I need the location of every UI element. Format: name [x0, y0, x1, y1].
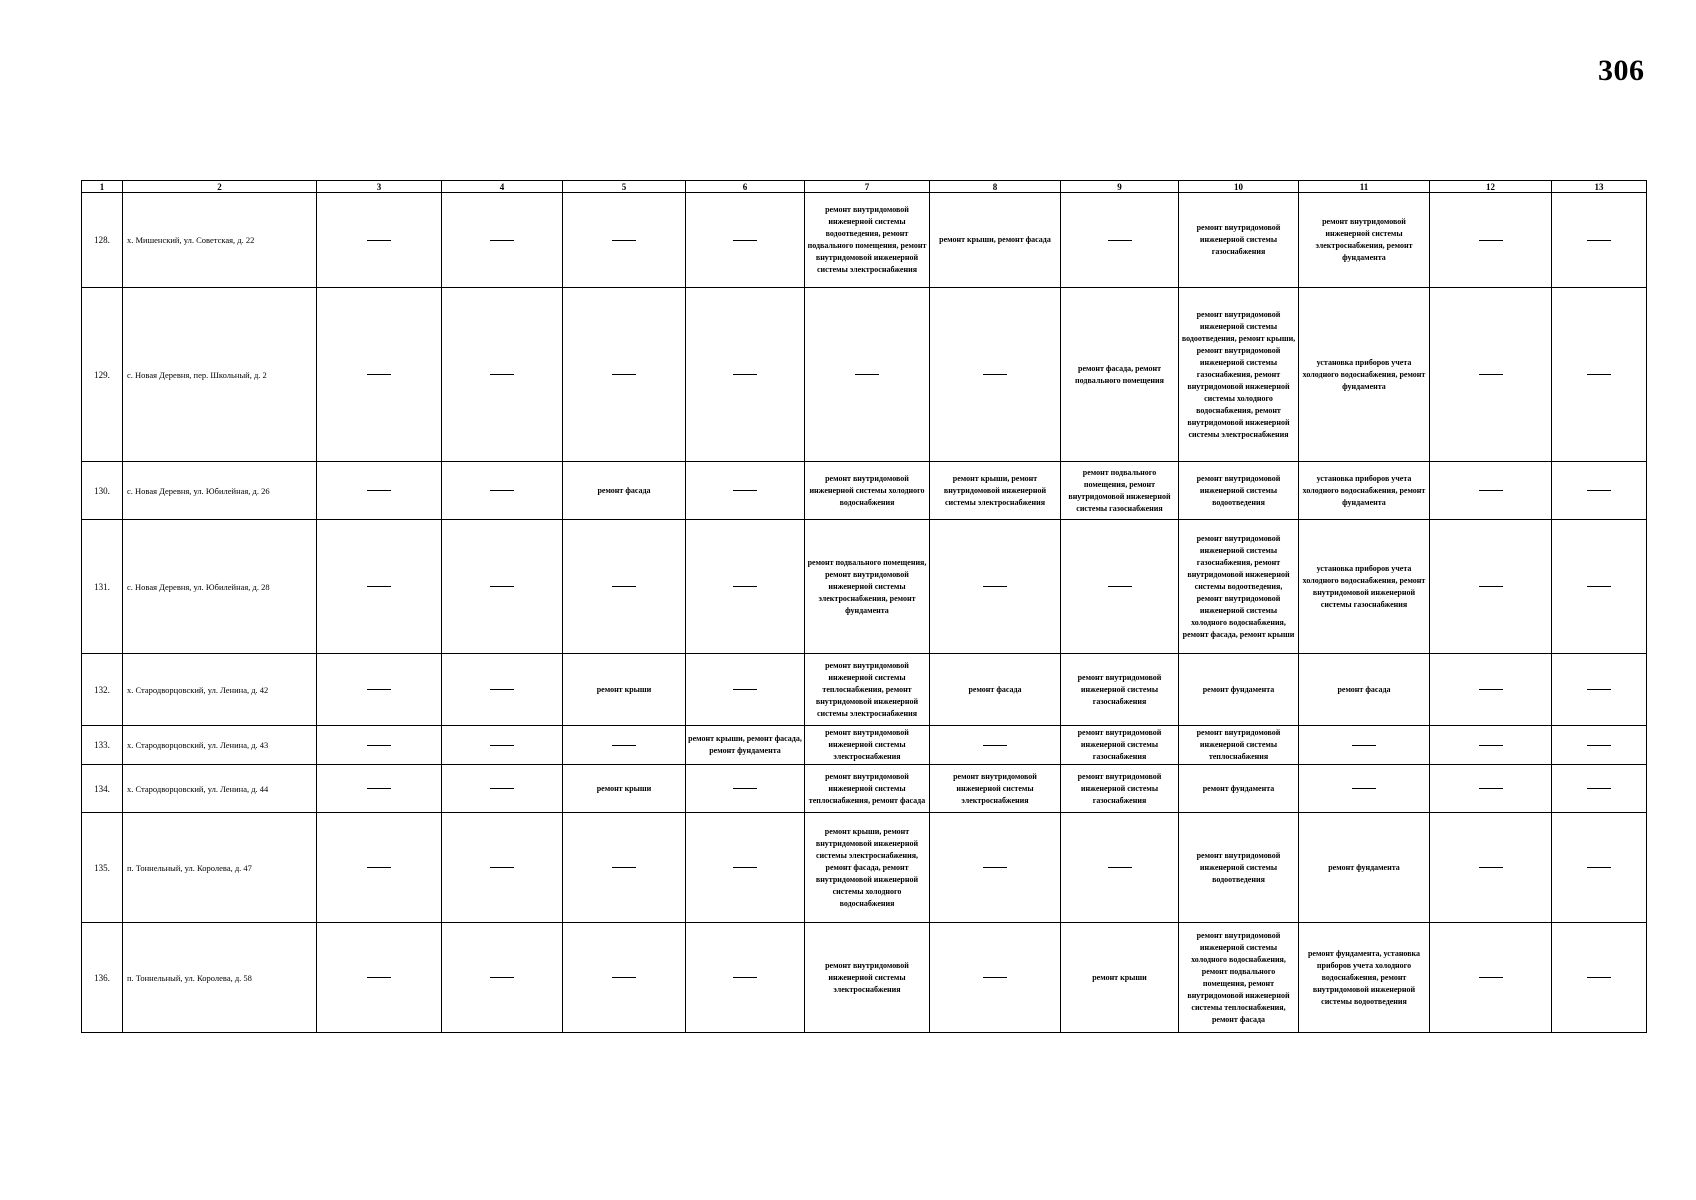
work-cell-col-3 — [317, 765, 442, 813]
column-number-8: 8 — [930, 181, 1061, 193]
address-cell: п. Тоннельный, ул. Королева, д. 47 — [123, 813, 317, 923]
empty-dash — [612, 745, 636, 746]
column-number-9: 9 — [1061, 181, 1179, 193]
work-cell-col-13 — [1552, 726, 1647, 765]
work-cell-col-4 — [442, 726, 563, 765]
empty-dash — [367, 240, 391, 241]
work-cell-col-7: ремонт внутридомовой инженерной системы электроснабжения — [805, 726, 930, 765]
work-cell-col-9 — [1061, 193, 1179, 288]
empty-dash — [490, 586, 514, 587]
work-cell-col-5 — [563, 288, 686, 462]
work-cell-col-3 — [317, 193, 442, 288]
work-cell-col-11: установка приборов учета холодного водоснабжения, ремонт фундамента — [1299, 288, 1430, 462]
work-cell-col-7: ремонт внутридомовой инженерной системы теплоснабжения, ремонт внутридомовой инженерной системы электроснабжения — [805, 654, 930, 726]
empty-dash — [612, 867, 636, 868]
table-row — [82, 288, 1647, 462]
work-cell-col-11: ремонт фундамента — [1299, 813, 1430, 923]
work-cell-col-12 — [1430, 923, 1552, 1033]
work-cell-col-9: ремонт фасада, ремонт подвального помещения — [1061, 288, 1179, 462]
empty-dash — [490, 745, 514, 746]
work-cell-col-5 — [563, 813, 686, 923]
empty-dash — [1479, 374, 1503, 375]
work-cell-col-12 — [1430, 765, 1552, 813]
empty-dash — [1479, 788, 1503, 789]
empty-dash — [367, 788, 391, 789]
work-cell-col-3 — [317, 726, 442, 765]
work-cell-col-12 — [1430, 813, 1552, 923]
empty-dash — [983, 977, 1007, 978]
work-cell-col-11: установка приборов учета холодного водоснабжения, ремонт фундамента — [1299, 462, 1430, 520]
row-number: 133. — [82, 726, 123, 765]
table-row — [82, 520, 1647, 654]
work-cell-col-7: ремонт внутридомовой инженерной системы электроснабжения — [805, 923, 930, 1033]
work-cell-col-6 — [686, 193, 805, 288]
work-cell-col-8: ремонт крыши, ремонт внутридомовой инженерной системы электроснабжения — [930, 462, 1061, 520]
work-cell-col-12 — [1430, 288, 1552, 462]
work-cell-col-8 — [930, 813, 1061, 923]
work-cell-col-4 — [442, 193, 563, 288]
work-cell-col-12 — [1430, 462, 1552, 520]
empty-dash — [983, 586, 1007, 587]
empty-dash — [1587, 490, 1611, 491]
column-number-2: 2 — [123, 181, 317, 193]
work-cell-col-8 — [930, 288, 1061, 462]
work-cell-col-4 — [442, 654, 563, 726]
column-number-3: 3 — [317, 181, 442, 193]
work-cell-col-4 — [442, 765, 563, 813]
empty-dash — [367, 977, 391, 978]
work-cell-col-11: установка приборов учета холодного водоснабжения, ремонт внутридомовой инженерной системы газоснабжения — [1299, 520, 1430, 654]
empty-dash — [1587, 867, 1611, 868]
work-cell-col-4 — [442, 813, 563, 923]
empty-dash — [367, 867, 391, 868]
address-cell: х. Стародворцовский, ул. Ленина, д. 43 — [123, 726, 317, 765]
table-row — [82, 923, 1647, 1033]
empty-dash — [1587, 977, 1611, 978]
empty-dash — [733, 586, 757, 587]
work-cell-col-9 — [1061, 813, 1179, 923]
work-cell-col-3 — [317, 462, 442, 520]
work-cell-col-5 — [563, 923, 686, 1033]
work-cell-col-8 — [930, 923, 1061, 1033]
work-cell-col-10: ремонт внутридомовой инженерной системы холодного водоснабжения, ремонт подвального помещения, ремонт внутридомовой инженерной системы теплоснабжения, ремонт фасада — [1179, 923, 1299, 1033]
work-cell-col-7: ремонт внутридомовой инженерной системы холодного водоснабжения — [805, 462, 930, 520]
address-cell: п. Тоннельный, ул. Королева, д. 58 — [123, 923, 317, 1033]
table-row — [82, 654, 1647, 726]
empty-dash — [1479, 586, 1503, 587]
work-cell-col-6 — [686, 765, 805, 813]
work-cell-col-7: ремонт внутридомовой инженерной системы теплоснабжения, ремонт фасада — [805, 765, 930, 813]
work-cell-col-6 — [686, 923, 805, 1033]
empty-dash — [983, 745, 1007, 746]
work-cell-col-4 — [442, 520, 563, 654]
work-cell-col-4 — [442, 462, 563, 520]
work-cell-col-12 — [1430, 726, 1552, 765]
work-cell-col-6 — [686, 654, 805, 726]
row-number: 132. — [82, 654, 123, 726]
work-cell-col-11: ремонт фундамента, установка приборов учета холодного водоснабжения, ремонт внутридомовой инженерной системы водоотведения — [1299, 923, 1430, 1033]
row-number: 134. — [82, 765, 123, 813]
empty-dash — [855, 374, 879, 375]
empty-dash — [1479, 240, 1503, 241]
work-cell-col-5 — [563, 520, 686, 654]
empty-dash — [490, 867, 514, 868]
work-cell-col-10: ремонт фундамента — [1179, 654, 1299, 726]
empty-dash — [1587, 586, 1611, 587]
work-cell-col-10: ремонт внутридомовой инженерной системы водоотведения — [1179, 462, 1299, 520]
empty-dash — [367, 745, 391, 746]
page-number: 306 — [1598, 54, 1645, 87]
work-cell-col-13 — [1552, 520, 1647, 654]
empty-dash — [490, 374, 514, 375]
row-number: 130. — [82, 462, 123, 520]
empty-dash — [1479, 977, 1503, 978]
empty-dash — [367, 374, 391, 375]
row-number: 135. — [82, 813, 123, 923]
empty-dash — [733, 867, 757, 868]
work-cell-col-3 — [317, 923, 442, 1033]
column-number-row — [82, 181, 1647, 193]
work-cell-col-10: ремонт внутридомовой инженерной системы газоснабжения — [1179, 193, 1299, 288]
repair-plan-table — [81, 180, 1647, 1033]
work-cell-col-8 — [930, 726, 1061, 765]
empty-dash — [490, 977, 514, 978]
empty-dash — [490, 689, 514, 690]
empty-dash — [983, 867, 1007, 868]
work-cell-col-10: ремонт фундамента — [1179, 765, 1299, 813]
table-row — [82, 462, 1647, 520]
work-cell-col-13 — [1552, 765, 1647, 813]
work-cell-col-9 — [1061, 520, 1179, 654]
work-cell-col-8: ремонт фасада — [930, 654, 1061, 726]
work-cell-col-6 — [686, 813, 805, 923]
address-cell: с. Новая Деревня, пер. Школьный, д. 2 — [123, 288, 317, 462]
empty-dash — [1479, 689, 1503, 690]
empty-dash — [1479, 490, 1503, 491]
work-cell-col-13 — [1552, 813, 1647, 923]
work-cell-col-13 — [1552, 193, 1647, 288]
column-number-6: 6 — [686, 181, 805, 193]
work-cell-col-9: ремонт крыши — [1061, 923, 1179, 1033]
work-cell-col-12 — [1430, 193, 1552, 288]
empty-dash — [1479, 867, 1503, 868]
empty-dash — [1108, 240, 1132, 241]
address-cell: с. Новая Деревня, ул. Юбилейная, д. 28 — [123, 520, 317, 654]
work-cell-col-9: ремонт внутридомовой инженерной системы газоснабжения — [1061, 654, 1179, 726]
column-number-11: 11 — [1299, 181, 1430, 193]
column-number-4: 4 — [442, 181, 563, 193]
empty-dash — [733, 374, 757, 375]
empty-dash — [367, 490, 391, 491]
empty-dash — [367, 586, 391, 587]
work-cell-col-5: ремонт фасада — [563, 462, 686, 520]
work-cell-col-5 — [563, 726, 686, 765]
work-cell-col-5: ремонт крыши — [563, 654, 686, 726]
column-number-1: 1 — [82, 181, 123, 193]
empty-dash — [612, 374, 636, 375]
empty-dash — [733, 240, 757, 241]
empty-dash — [733, 689, 757, 690]
work-cell-col-3 — [317, 654, 442, 726]
work-cell-col-10: ремонт внутридомовой инженерной системы водоотведения — [1179, 813, 1299, 923]
work-cell-col-11 — [1299, 726, 1430, 765]
work-cell-col-4 — [442, 288, 563, 462]
row-number: 129. — [82, 288, 123, 462]
work-cell-col-8: ремонт крыши, ремонт фасада — [930, 193, 1061, 288]
empty-dash — [367, 689, 391, 690]
column-number-5: 5 — [563, 181, 686, 193]
work-cell-col-13 — [1552, 923, 1647, 1033]
empty-dash — [1352, 788, 1376, 789]
empty-dash — [1479, 745, 1503, 746]
work-cell-col-9: ремонт внутридомовой инженерной системы газоснабжения — [1061, 765, 1179, 813]
row-number: 136. — [82, 923, 123, 1033]
empty-dash — [490, 788, 514, 789]
empty-dash — [1352, 745, 1376, 746]
work-cell-col-7 — [805, 288, 930, 462]
empty-dash — [1108, 867, 1132, 868]
empty-dash — [612, 977, 636, 978]
address-cell: х. Стародворцовский, ул. Ленина, д. 42 — [123, 654, 317, 726]
address-cell: х. Стародворцовский, ул. Ленина, д. 44 — [123, 765, 317, 813]
table-row — [82, 726, 1647, 765]
column-number-13: 13 — [1552, 181, 1647, 193]
empty-dash — [1587, 745, 1611, 746]
work-cell-col-9: ремонт внутридомовой инженерной системы газоснабжения — [1061, 726, 1179, 765]
work-cell-col-7: ремонт внутридомовой инженерной системы водоотведения, ремонт подвального помещения, ремонт внутридомовой инженерной системы электроснабжения — [805, 193, 930, 288]
work-cell-col-5: ремонт крыши — [563, 765, 686, 813]
empty-dash — [1587, 240, 1611, 241]
address-cell: с. Новая Деревня, ул. Юбилейная, д. 26 — [123, 462, 317, 520]
empty-dash — [733, 788, 757, 789]
work-cell-col-11 — [1299, 765, 1430, 813]
work-cell-col-13 — [1552, 462, 1647, 520]
work-cell-col-13 — [1552, 288, 1647, 462]
work-cell-col-9: ремонт подвального помещения, ремонт внутридомовой инженерной системы газоснабжения — [1061, 462, 1179, 520]
work-cell-col-4 — [442, 923, 563, 1033]
work-cell-col-7: ремонт крыши, ремонт внутридомовой инженерной системы электроснабжения, ремонт фасада, ремонт внутридомовой инженерной системы холодного водоснабжения — [805, 813, 930, 923]
work-cell-col-10: ремонт внутридомовой инженерной системы газоснабжения, ремонт внутридомовой инженерной системы водоотведения, ремонт внутридомовой инженерной системы холодного водоснабжения, ремонт фасада, ремонт крыши — [1179, 520, 1299, 654]
work-cell-col-7: ремонт подвального помещения, ремонт внутридомовой инженерной системы электроснабжения, ремонт фундамента — [805, 520, 930, 654]
work-cell-col-3 — [317, 520, 442, 654]
empty-dash — [983, 374, 1007, 375]
work-cell-col-8 — [930, 520, 1061, 654]
empty-dash — [1587, 689, 1611, 690]
work-cell-col-6 — [686, 520, 805, 654]
row-number: 131. — [82, 520, 123, 654]
work-cell-col-11: ремонт фасада — [1299, 654, 1430, 726]
work-cell-col-12 — [1430, 520, 1552, 654]
work-cell-col-6 — [686, 462, 805, 520]
table-row — [82, 813, 1647, 923]
table-row — [82, 193, 1647, 288]
empty-dash — [1587, 788, 1611, 789]
work-cell-col-10: ремонт внутридомовой инженерной системы теплоснабжения — [1179, 726, 1299, 765]
empty-dash — [1108, 586, 1132, 587]
work-cell-col-10: ремонт внутридомовой инженерной системы водоотведения, ремонт крыши, ремонт внутридомовой инженерной системы газоснабжения, ремонт внутридомовой инженерной системы холодного водоснабжения, ремонт внутридомовой инженерной системы электроснабжения — [1179, 288, 1299, 462]
work-cell-col-12 — [1430, 654, 1552, 726]
table-row — [82, 765, 1647, 813]
column-number-7: 7 — [805, 181, 930, 193]
empty-dash — [612, 240, 636, 241]
row-number: 128. — [82, 193, 123, 288]
work-cell-col-13 — [1552, 654, 1647, 726]
column-number-12: 12 — [1430, 181, 1552, 193]
empty-dash — [490, 240, 514, 241]
empty-dash — [612, 586, 636, 587]
work-cell-col-3 — [317, 288, 442, 462]
empty-dash — [733, 977, 757, 978]
empty-dash — [1587, 374, 1611, 375]
work-cell-col-5 — [563, 193, 686, 288]
address-cell: х. Мишенский, ул. Советская, д. 22 — [123, 193, 317, 288]
work-cell-col-11: ремонт внутридомовой инженерной системы электроснабжения, ремонт фундамента — [1299, 193, 1430, 288]
empty-dash — [490, 490, 514, 491]
column-number-10: 10 — [1179, 181, 1299, 193]
empty-dash — [733, 490, 757, 491]
work-cell-col-3 — [317, 813, 442, 923]
work-cell-col-6 — [686, 288, 805, 462]
work-cell-col-8: ремонт внутридомовой инженерной системы электроснабжения — [930, 765, 1061, 813]
work-cell-col-6: ремонт крыши, ремонт фасада, ремонт фундамента — [686, 726, 805, 765]
